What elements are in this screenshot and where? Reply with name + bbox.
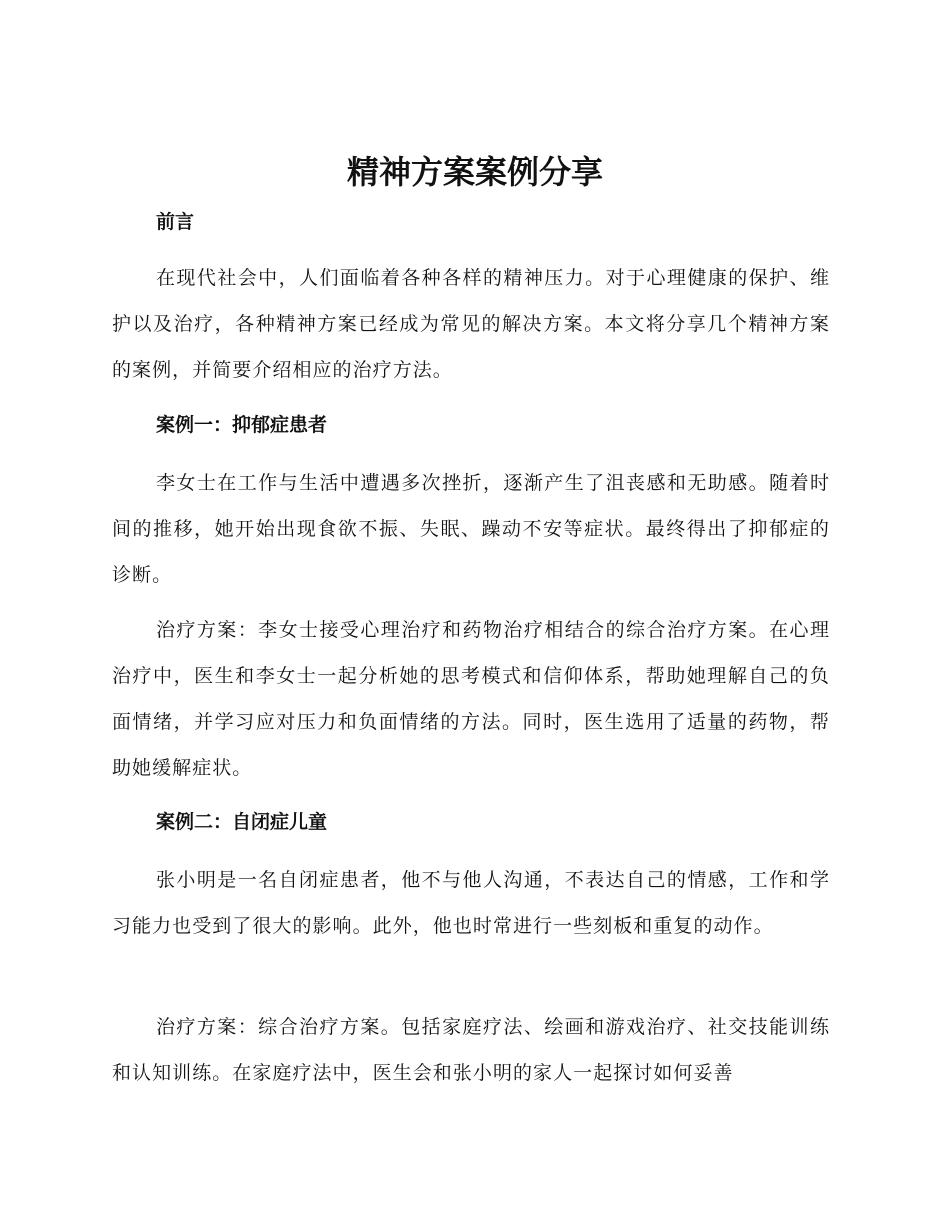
paragraph-case-two-treatment: 治疗方案：综合治疗方案。包括家庭疗法、绘画和游戏治疗、社交技能训练和认知训练。在家庭疗法中，医生会和张小明的家人一起探讨如何妥善 — [112, 1016, 830, 1084]
paragraph-preface: 在现代社会中，人们面临着各种各样的精神压力。对于心理健康的保护、维护以及治疗，各种精神方案已经成为常见的解决方案。本文将分享几个精神方案的案例，并简要介绍相应的治疗方法。 — [112, 267, 830, 381]
section-heading-case-two: 案例二：自闭症儿童 — [156, 811, 328, 833]
document-title: 精神方案案例分享 — [346, 153, 603, 191]
paragraph-case-one-description: 李女士在工作与生活中遭遇多次挫折，逐渐产生了沮丧感和无助感。随着时间的推移，她开始出现食欲不振、失眠、躁动不安等症状。最终得出了抑郁症的诊断。 — [112, 472, 830, 586]
paragraph-case-one-treatment: 治疗方案：李女士接受心理治疗和药物治疗相结合的综合治疗方案。在心理治疗中，医生和李女士一起分析她的思考模式和信仰体系，帮助她理解自己的负面情绪，并学习应对压力和负面情绪的方法。同时，医生选用了适量的药物，帮助她缓解症状。 — [112, 619, 830, 779]
paragraph-case-two-description: 张小明是一名自闭症患者，他不与他人沟通，不表达自己的情感，工作和学习能力也受到了很大的影响。此外，他也时常进行一些刻板和重复的动作。 — [112, 869, 830, 937]
section-heading-preface: 前言 — [156, 211, 195, 233]
section-heading-case-one: 案例一：抑郁症患者 — [156, 414, 328, 436]
